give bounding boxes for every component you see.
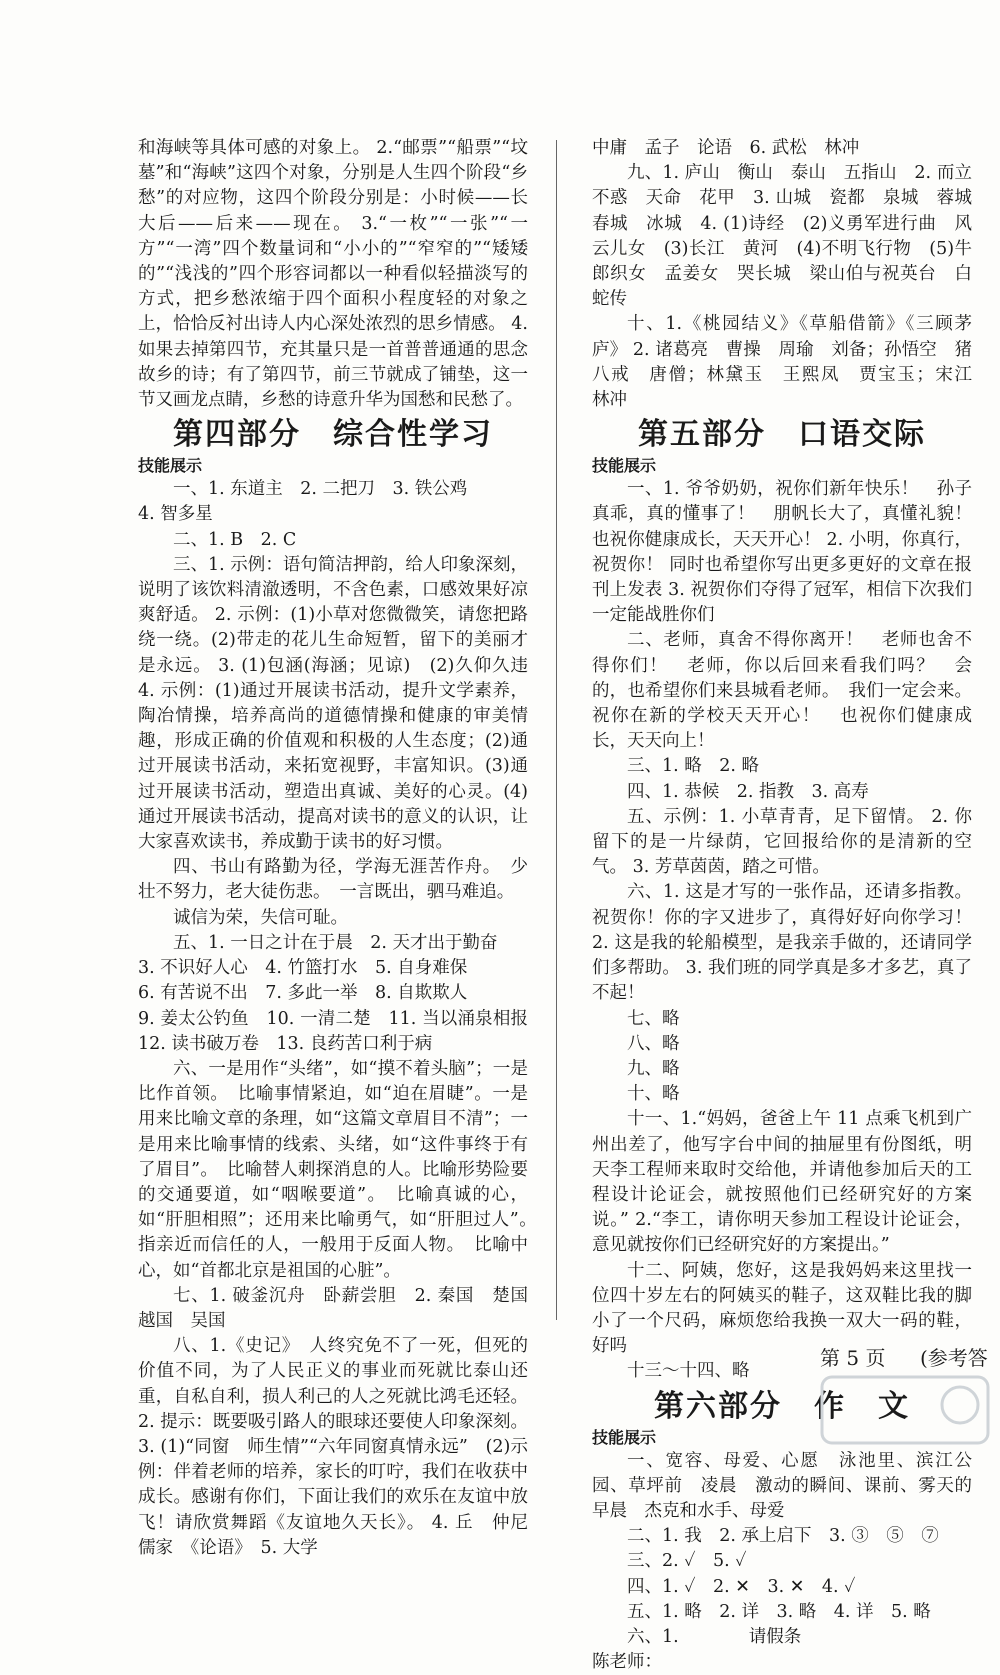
- section-heading-part4: 第四部分 综合性学习: [173, 417, 493, 453]
- skill-label: 技能展示: [138, 456, 203, 476]
- answer-item: 五、1. 一日之计在于晨 2. 天才出于勤奋: [173, 932, 498, 953]
- answer-item: 十、略: [627, 1084, 680, 1105]
- answer-item: 4. 智多星: [138, 504, 213, 525]
- answer-item: 五、示例：1. 小草青青，足下留情。 2. 你留下的是一片绿荫，它回报给你的是清新的空气。 3. 芳草茵茵，踏之可惜。: [592, 806, 972, 878]
- answer-item: 九、略: [627, 1058, 680, 1079]
- answer-item: 十、1.《桃园结义》《草船借箭》《三顾茅庐》 2. 诸葛亮 曹操 周瑜 刘备；孙悟空 猪八戒 唐僧；林黛玉 王熙凤 贾宝玉；宋江 林冲: [592, 314, 990, 411]
- answer-item: 十三～十四、略: [627, 1361, 750, 1382]
- left-column: [138, 136, 546, 1561]
- answer-item: 三、1. 略 2. 略: [627, 756, 760, 777]
- column-divider: [556, 140, 557, 1320]
- answer-item: 二、1. 我 2. 承上启下 3. ③ ⑤ ⑦: [627, 1526, 939, 1547]
- answer-item: 二、老师，真舍不得你离开！ 老师也舍不得你们！ 老师，你以后回来看我们吗？ 会的，也希望你们来县城看老师。 我们一定会来。祝你在新的学校天天开心！ 也祝你们健康成长，天天向上！: [592, 630, 972, 752]
- answer-item: 三、1. 示例：语句简洁押韵，给人印象深刻，说明了该饮料清澈透明，不含色素，口感效果好凉爽舒适。 2. 示例：(1)小草对您微微笑，请您把路绕一绕。(2)带走的花儿生命短暂，留下的美丽才是永远。 3. (1)包涵(海涵；见谅) (2)久仰久违 4. 示例：(1)通过开展读书活动，提升文学素养，陶冶情操，培养高尚的道德情操和健康的审美情趣，形成正确的价值观和积极的人生态度；(2)通过开展读书活动，来拓宽视野，丰富知识。(3)通过开展读书活动，塑造出真诚、美好的心灵。(4)通过开展读书活动，提高对读书的意义的认识，让大家喜欢读书，养成勤于读书的好习惯。: [138, 554, 546, 853]
- answer-item: 诚信为荣，失信可耻。: [173, 907, 348, 928]
- answer-item: 陈老师：: [592, 1652, 662, 1673]
- answer-item: 十一、1.“妈妈，爸爸上午 11 点乘飞机到广州出差了，他写字台中间的抽屉里有份图纸，明天李工程师来取时交给他，并请他参加后天的工程设计论证会，就按照他们已经研究好的方案说。” 2.“李工，请你明天参加工程设计论证会，意见就按你们已经研究好的方案提出。”: [592, 1109, 972, 1256]
- answer-item: 二、1. B 2. C: [173, 529, 297, 550]
- answer-item: 一、宽容、母爱、心愿 泳池里、滨江公园、草坪前 凌晨 激动的瞬间、课前、雾天的早晨 杰克和水手、母爱: [592, 1450, 972, 1521]
- answer-item: 三、2. ✓ 5. ✓: [627, 1551, 747, 1572]
- answer-item: 八、略: [627, 1033, 680, 1054]
- answer-item: 十二、阿姨，您好，这是我妈妈来这里找一位四十岁左右的阿姨买的鞋子，这双鞋比我的脚小了一个尺码，麻烦您给我换一双大一码的鞋，好吗: [592, 1260, 972, 1357]
- answer-item: 八、1.《史记》 人终究免不了一死，但死的价值不同，为了人民正义的事业而死就比泰山还重，自私自利，损人利己的人之死就比鸿毛还轻。 2. 提示：既要吸引路人的眼球还要使人印象深刻。 3. (1)“同窗 师生情”“六年同窗真情永远” (2)示例：伴着老师的培养，家长的叮咛，我们在收获中成长。感谢有你们，下面让我们的欢乐在友谊中放飞！请欣赏舞蹈《友谊地久天长》。 4. 丘 仲尼 儒家 《论语》 5. 大学: [138, 1336, 546, 1558]
- answer-item: 六、1. 请假条: [627, 1626, 802, 1647]
- answer-item: 一、1. 爷爷奶奶，祝你们新年快乐！ 孙子真乖，真的懂事了！ 朋帆长大了，真懂礼貌！也祝你健康成长，天天开心！ 2. 小明，你真行，祝贺你！ 同时也希望你写出更多更好的文章在报刊上发表 3. 祝贺你们夺得了冠军，相信下次我们一定能战胜你们: [592, 479, 972, 626]
- answer-item: 六、一是用作“头绪”，如“摸不着头脑”；一是比作首领。 比喻事情紧迫，如“迫在眉睫”。一是用来比喻文章的条理，如“这篇文章眉目不清”；一是用来比喻事情的线索、头绪，如“这件事终于有了眉目”。 比喻替人刺探消息的人。比喻形势险要的交通要道，如“咽喉要道”。 比喻真诚的心，如“肝胆相照”；还用来比喻勇气，如“肝胆过人”。 指亲近而信任的人，一般用于反面人物。 比喻中心，如“首都北京是祖国的心脏”。: [138, 1058, 546, 1281]
- answer-item: 四、1. ✓ 2. ✕ 3. ✕ 4. ✓: [627, 1576, 856, 1597]
- watermark-logo: [820, 1375, 990, 1445]
- skill-label: 技能展示: [592, 1427, 657, 1447]
- answer-item: 四、书山有路勤为径，学海无涯苦作舟。 少壮不努力，老大徒伤悲。 一言既出，驷马难追。: [138, 857, 528, 903]
- answer-item: 七、略: [627, 1008, 680, 1029]
- skill-label: 技能展示: [592, 456, 657, 476]
- section-heading-part5: 第五部分 口语交际: [638, 417, 926, 453]
- answer-item: 四、1. 恭候 2. 指教 3. 高寿: [627, 781, 869, 802]
- answer-item: 七、1. 破釜沉舟 卧薪尝胆 2. 秦国 楚国越国 吴国: [138, 1285, 528, 1331]
- answer-footer-label: (参考答: [920, 1346, 988, 1370]
- answer-item: 九、1. 庐山 衡山 泰山 五指山 2. 而立 不惑 天命 花甲 3. 山城 瓷都 泉城 蓉城 春城 冰城 4. (1)诗经 (2)义勇军进行曲 风云儿女 (3)长江 黄河 (4)不明飞行物 (5)牛郎织女 孟姜女 哭长城 梁山伯与祝英台 白蛇传: [592, 163, 990, 310]
- answer-item: 一、1. 东道主 2. 二把刀 3. 铁公鸡: [173, 479, 468, 500]
- page-number: 第 5 页: [820, 1346, 886, 1370]
- section-heading-part6: 第六部分 作 文: [654, 1388, 910, 1424]
- answer-item: 六、1. 这是才写的一张作品，还请多指教。祝贺你！你的字又进步了，真得好好向你学习！ 2. 这是我的轮船模型，是我亲手做的，还请同学们多帮助。 3. 我们班的同学真是多才多艺，真了不起！: [592, 882, 972, 1004]
- answer-paragraph: 和海峡等具体可感的对象上。 2.“邮票”“船票”“坟墓”和“海峡”这四个对象，分别是人生四个阶段“乡愁”的对应物，这四个阶段分别是：小时候——长大后——后来——现在。 3.“一枚”“一张”“一方”“一湾”四个数量词和“小小的”“窄窄的”“矮矮的”“浅浅的”四个形容词都以一种看似轻描淡写的方式，把乡愁浓缩于四个面积小程度轻的对象之上，恰恰反衬出诗人内心深处浓烈的思乡情感。 4. 如果去掉第四节，充其量只是一首普普通通的思念故乡的诗；有了第四节，前三节就成了铺垫，这一节又画龙点睛，乡愁的诗意升华为国愁和民愁了。: [138, 138, 528, 411]
- answer-item: 3. 不识好人心 4. 竹篮打水 5. 自身难保: [138, 958, 468, 979]
- answer-item: 中庸 孟子 论语 6. 武松 林冲: [592, 138, 860, 158]
- answer-item: 9. 姜太公钓鱼 10. 一清二楚 11. 当以涌泉相报 12. 读书破万卷 13. 良药苦口利于病: [138, 1008, 546, 1054]
- answer-item: 五、1. 略 2. 详 3. 略 4. 详 5. 略: [627, 1601, 931, 1622]
- answer-item: 6. 有苦说不出 7. 多此一举 8. 自欺欺人: [138, 983, 468, 1004]
